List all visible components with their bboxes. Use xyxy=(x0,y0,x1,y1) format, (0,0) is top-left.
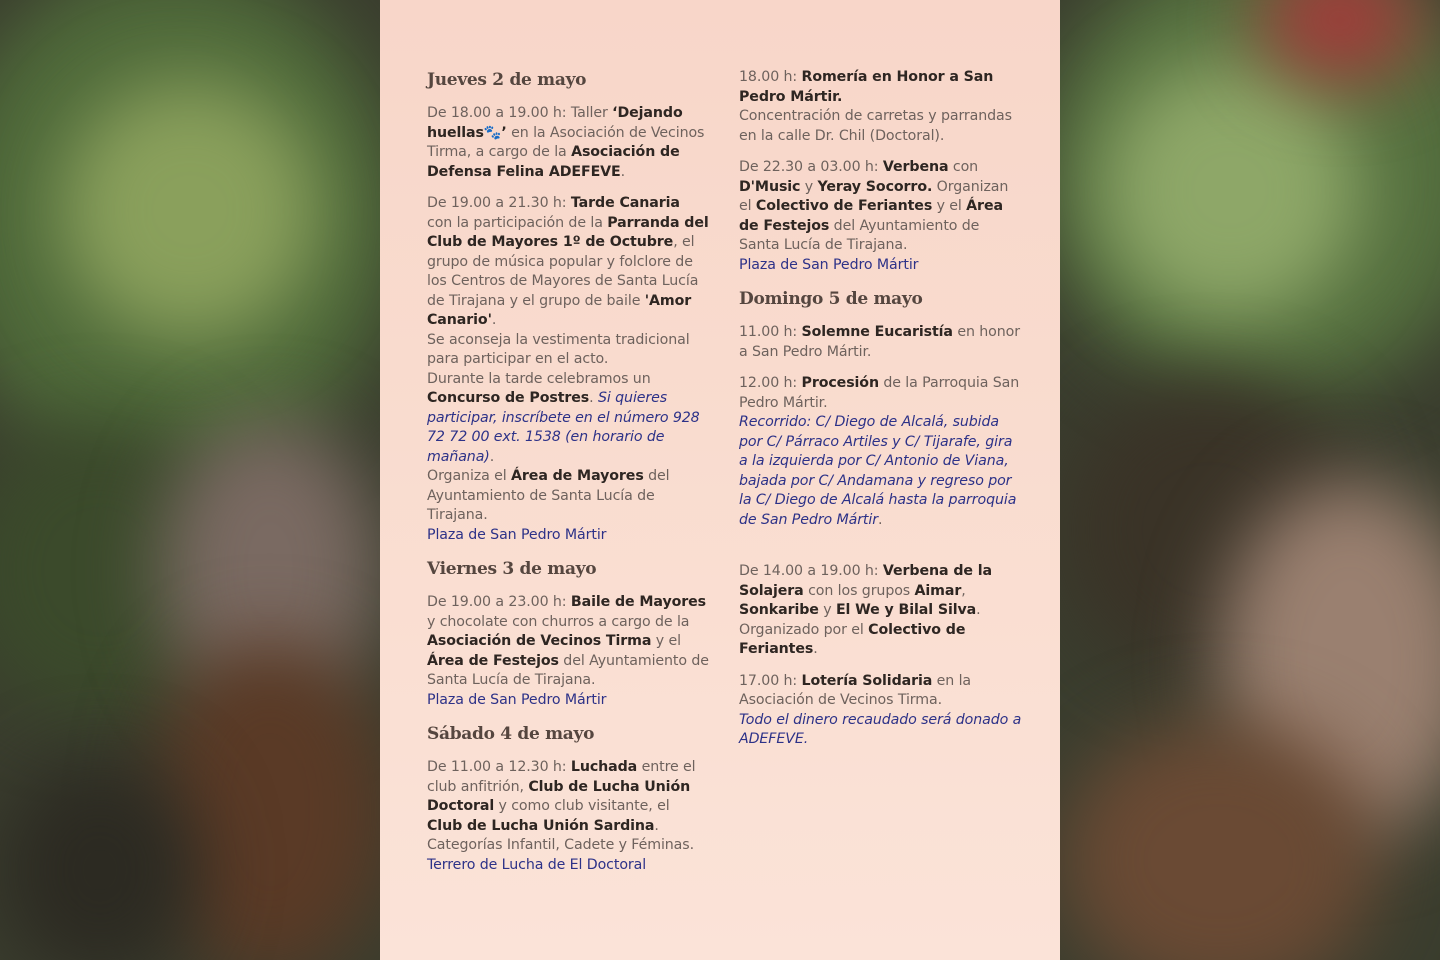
day-title-sunday: Domingo 5 de mayo xyxy=(739,289,923,309)
event-taller: De 18.00 a 19.00 h: Taller ‘Dejando huellas🐾’ en la Asociación de Vecinos Tirma, a cargo de la Asociación de Defensa Felina ADEFEVE. xyxy=(427,105,705,180)
event-tarde-canaria: De 19.00 a 21.30 h: Tarde Canaria con la participación de la Parranda del Club de Mayores 1º de Octubre, el grupo de música popular y folclore de los Centros de Mayores de Santa Lucía de Tirajana y el grupo de baile 'Amor Canario'. Se aconseja la vestimenta tradicional para participar en el acto. Durante la tarde celebramos un Concurso de Postres. Si quieres participar, inscríbete en el número 928 72 72 00 ext. 1538 (en horario de mañana). Organiza el Área de Mayores del Ayuntamiento de Santa Lucía de Tirajana. Plaza de San Pedro Mártir xyxy=(427,194,709,545)
program-panel xyxy=(380,0,1060,960)
event-eucaristia: 11.00 h: Solemne Eucaristía en honor a San Pedro Mártir. xyxy=(739,324,1020,360)
day-title-thursday: Jueves 2 de mayo xyxy=(427,70,587,90)
event-location: Plaza de San Pedro Mártir xyxy=(427,526,607,543)
event-romeria: 18.00 h: Romería en Honor a San Pedro Mártir. Concentración de carretas y parrandas en la calle Dr. Chil (Doctoral). xyxy=(739,69,1012,144)
route-note: Recorrido: C/ Diego de Alcalá, subida por C/ Párraco Artiles y C/ Tijarafe, gira a la izquierda por C/ Antonio de Viana, bajada por C/ Andamana y regreso por la C/ Diego de Alcalá hasta la parroquia de San Pedro Mártir xyxy=(739,414,1017,528)
registration-note: Si quieres participar, inscríbete en el número 928 72 72 00 ext. 1538 (en horario de mañana) xyxy=(427,390,700,465)
event-location: Plaza de San Pedro Mártir xyxy=(739,256,919,273)
event-baile-mayores: De 19.00 a 23.00 h: Baile de Mayores y chocolate con churros a cargo de la Asociación de Vecinos Tirma y el Área de Festejos del Ayuntamiento de Santa Lucía de Tirajana. Plaza de San Pedro Mártir xyxy=(427,593,709,710)
right-column xyxy=(739,68,1024,762)
event-loteria: 17.00 h: Lotería Solidaria en la Asociación de Vecinos Tirma. Todo el dinero recaudado será donado a ADEFEVE. xyxy=(739,672,1024,750)
left-column xyxy=(427,68,709,887)
day-title-friday: Viernes 3 de mayo xyxy=(427,559,597,579)
event-procesion: 12.00 h: Procesión de la Parroquia San Pedro Mártir. Recorrido: C/ Diego de Alcalá, subida por C/ Párraco Artiles y C/ Tijarafe, gira a la izquierda por C/ Antonio de Viana, bajada por C/ Andamana y regreso por la C/ Diego de Alcalá hasta la parroquia de San Pedro Mártir. xyxy=(739,375,1020,528)
event-location: Plaza de San Pedro Mártir xyxy=(427,691,607,708)
event-verbena-solajera: De 14.00 a 19.00 h: Verbena de la Solajera con los grupos Aimar, Sonkaribe y El We y Bilal Silva. Organizado por el Colectivo de Feriantes. xyxy=(739,563,992,657)
event-location: Terrero de Lucha de El Doctoral xyxy=(427,856,647,873)
event-verbena: De 22.30 a 03.00 h: Verbena con D'Music y Yeray Socorro. Organizan el Colectivo de Feriantes y el Área de Festejos del Ayuntamiento de Santa Lucía de Tirajana. Plaza de San Pedro Mártir xyxy=(739,158,1024,275)
spacer xyxy=(739,542,1024,562)
day-title-saturday: Sábado 4 de mayo xyxy=(427,724,595,744)
donation-note: Todo el dinero recaudado será donado a ADEFEVE. xyxy=(739,711,1022,747)
event-luchada: De 11.00 a 12.30 h: Luchada entre el club anfitrión, Club de Lucha Unión Doctoral y como club visitante, el Club de Lucha Unión Sardina. Categorías Infantil, Cadete y Féminas. Terrero de Lucha de El Doctoral xyxy=(427,758,709,875)
